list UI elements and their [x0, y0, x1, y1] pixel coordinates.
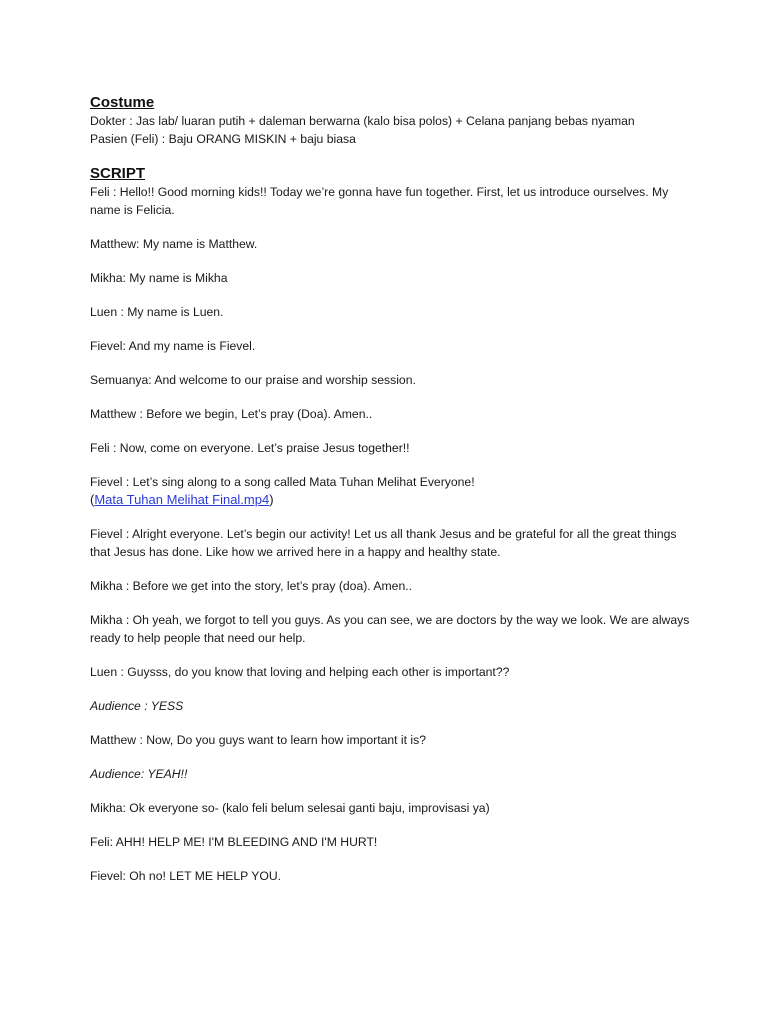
document-content [90, 94, 690, 901]
script-section [90, 165, 690, 885]
script-line-luen-intro: Luen : My name is Luen. [90, 305, 224, 319]
script-line-matthew-intro: Matthew: My name is Matthew. [90, 237, 258, 251]
script-line-feli-intro: Feli : Hello!! Good morning kids!! Today we’re gonna have fun together. First, let us introduce ourselves. My name is Felicia. [90, 185, 669, 217]
script-line-mikha-pray: Mikha : Before we get into the story, let’s pray (doa). Amen.. [90, 579, 412, 593]
script-line-fievel-help: Fievel: Oh no! LET ME HELP YOU. [90, 869, 282, 883]
link-paren-close: ) [269, 492, 274, 507]
link-paren-open: ( [90, 492, 95, 507]
script-line-fievel-song [90, 473, 690, 509]
script-line-audience-yess: Audience : YESS [90, 699, 184, 713]
script-line-feli-praise: Feli : Now, come on everyone. Let’s praise Jesus together!! [90, 441, 410, 455]
script-line-fievel-activity: Fievel : Alright everyone. Let’s begin our activity! Let us all thank Jesus and be grateful for all the great things that Jesus has done. Like how we arrived here in a happy and healthy state. [90, 527, 677, 559]
script-line-fievel-song-text: Fievel : Let’s sing along to a song called Mata Tuhan Melihat Everyone! [90, 475, 475, 489]
script-line-fievel-intro: Fievel: And my name is Fievel. [90, 339, 256, 353]
script-line-audience-yeah: Audience: YEAH!! [90, 767, 188, 781]
script-line-mikha-intro: Mikha: My name is Mikha [90, 271, 228, 285]
costume-heading: Costume [90, 94, 155, 111]
song-video-link[interactable]: Mata Tuhan Melihat Final.mp4 [94, 492, 270, 507]
script-line-mikha-improv: Mikha: Ok everyone so- (kalo feli belum selesai ganti baju, improvisasi ya) [90, 801, 490, 815]
costume-line-pasien: Pasien (Feli) : Baju ORANG MISKIN + baju biasa [90, 132, 356, 146]
script-line-semuanya-welcome: Semuanya: And welcome to our praise and worship session. [90, 373, 416, 387]
script-line-luen-question: Luen : Guysss, do you know that loving and helping each other is important?? [90, 665, 510, 679]
costume-line-dokter: Dokter : Jas lab/ luaran putih + daleman berwarna (kalo bisa polos) + Celana panjang bebas nyaman [90, 114, 635, 128]
script-heading: SCRIPT [90, 165, 146, 182]
script-line-matthew-question: Matthew : Now, Do you guys want to learn how important it is? [90, 733, 426, 747]
script-line-feli-help: Feli: AHH! HELP ME! I'M BLEEDING AND I'M HURT! [90, 835, 378, 849]
script-line-matthew-pray: Matthew : Before we begin, Let’s pray (Doa). Amen.. [90, 407, 373, 421]
script-line-mikha-doctors: Mikha : Oh yeah, we forgot to tell you guys. As you can see, we are doctors by the way we look. We are always ready to help people that need our help. [90, 613, 690, 645]
costume-section [90, 94, 690, 148]
